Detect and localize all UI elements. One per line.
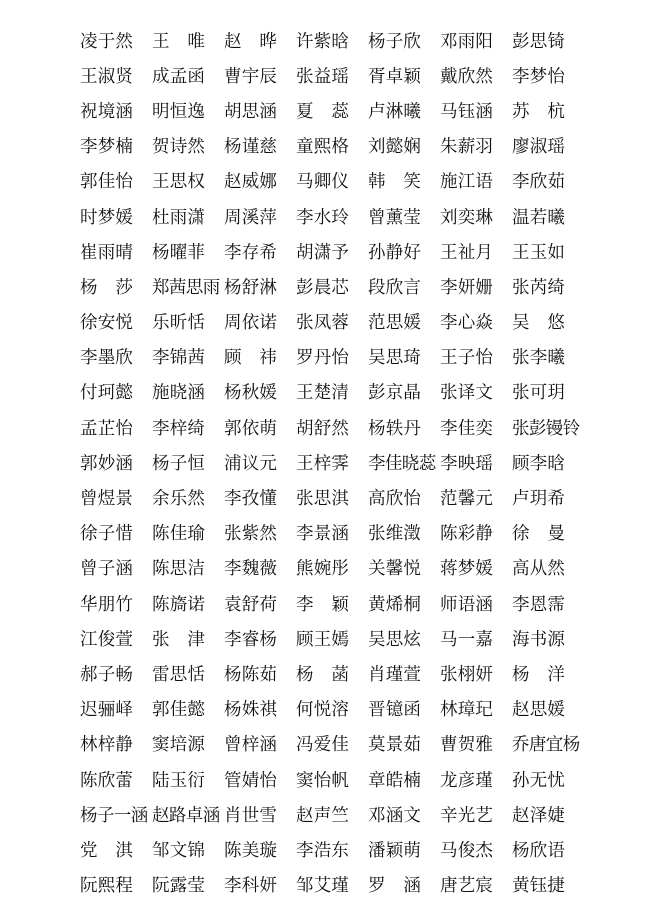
name-entry: 范馨元: [440, 489, 494, 510]
name-entry: 王楚清: [296, 383, 350, 404]
name-row: [80, 833, 590, 868]
name-entry: 李锦茜: [152, 348, 206, 369]
name-entry: 章皓楠: [368, 770, 422, 791]
name-row: [80, 622, 590, 657]
name-entry: 邓涵文: [368, 805, 422, 826]
name-entry: 杨 莎: [80, 277, 134, 298]
name-entry: 王淑贤: [80, 66, 134, 87]
name-entry: 黄钰捷: [512, 876, 566, 897]
name-entry: 张紫然: [224, 524, 278, 545]
name-entry: 郭依萌: [224, 418, 278, 439]
name-row: [80, 235, 590, 270]
name-entry: 徐 曼: [512, 524, 566, 545]
name-entry: 李魏薇: [224, 559, 278, 580]
name-entry: 高欣怡: [368, 489, 422, 510]
name-entry: 范思媛: [368, 313, 422, 334]
name-entry: 孟芷怡: [80, 418, 134, 439]
name-entry: 郭妙涵: [80, 453, 134, 474]
name-entry: 施晓涵: [152, 383, 206, 404]
name-entry: 杨子恒: [152, 453, 206, 474]
name-entry: 赵思媛: [512, 700, 566, 721]
name-entry: 马俊杰: [440, 840, 494, 861]
name-entry: 蒋梦媛: [440, 559, 494, 580]
name-entry: 胡潇予: [296, 242, 350, 263]
name-row: [80, 59, 590, 94]
name-entry: 李梦楠: [80, 137, 134, 158]
name-entry: 苏 杭: [512, 101, 566, 122]
name-entry: 吴 悠: [512, 313, 566, 334]
name-entry: 肖世雪: [224, 805, 278, 826]
name-entry: 成孟函: [152, 66, 206, 87]
name-entry: 杨轶丹: [368, 418, 422, 439]
name-row: [80, 693, 590, 728]
name-entry: 崔雨晴: [80, 242, 134, 263]
name-row: [80, 165, 590, 200]
name-entry: 晋镱函: [368, 700, 422, 721]
name-row: [80, 517, 590, 552]
name-entry: 祝境涵: [80, 101, 134, 122]
name-entry: 邹文锦: [152, 840, 206, 861]
name-entry: 阮熙程: [80, 876, 134, 897]
name-entry: 卢玥希: [512, 489, 566, 510]
name-entry: 黄烯桐: [368, 594, 422, 615]
name-entry: 李映瑶: [440, 453, 494, 474]
name-entry: 赵泽婕: [512, 805, 566, 826]
name-entry: 陆玉衍: [152, 770, 206, 791]
name-entry: 王子怡: [440, 348, 494, 369]
name-entry: 曾薰莹: [368, 207, 422, 228]
name-entry: 邹艾瑾: [296, 876, 350, 897]
name-entry: 李墨欣: [80, 348, 134, 369]
name-entry: 杨 菡: [296, 664, 350, 685]
name-entry: 郭佳怡: [80, 172, 134, 193]
name-entry: 杨 洋: [512, 664, 566, 685]
name-entry: 彭思锜: [512, 31, 566, 52]
name-entry: 明恒逸: [152, 101, 206, 122]
name-entry: 华朋竹: [80, 594, 134, 615]
name-entry: 潘颖萌: [368, 840, 422, 861]
name-entry: 张维澂: [368, 524, 422, 545]
name-entry: 张译文: [440, 383, 494, 404]
name-entry: 张李曦: [512, 348, 566, 369]
name-entry: 杨子一涵: [80, 805, 148, 826]
name-entry: 李 颖: [296, 594, 350, 615]
name-entry: 王玉如: [512, 242, 566, 263]
name-entry: 张栩妍: [440, 664, 494, 685]
name-entry: 李梓绮: [152, 418, 206, 439]
name-entry: 李恩霈: [512, 594, 566, 615]
name-entry: 郑茜思雨: [152, 277, 220, 298]
name-entry: 曹贺雅: [440, 735, 494, 756]
name-entry: 龙彦瑾: [440, 770, 494, 791]
name-row: [80, 411, 590, 446]
name-entry: 陈旖诺: [152, 594, 206, 615]
name-entry: 孙静好: [368, 242, 422, 263]
name-entry: 王梓霁: [296, 453, 350, 474]
name-entry: 张 津: [152, 629, 206, 650]
name-entry: 吴思琦: [368, 348, 422, 369]
name-row: [80, 94, 590, 129]
name-entry: 王思权: [152, 172, 206, 193]
name-entry: 罗 涵: [368, 876, 422, 897]
name-entry: 张思淇: [296, 489, 350, 510]
name-entry: 迟骊峄: [80, 700, 134, 721]
name-entry: 吴思炫: [368, 629, 422, 650]
name-entry: 陈思洁: [152, 559, 206, 580]
name-entry: 杨谨慈: [224, 137, 278, 158]
name-entry: 杨舒淋: [224, 277, 278, 298]
name-entry: 胡舒然: [296, 418, 350, 439]
name-entry: 马钰涵: [440, 101, 494, 122]
name-entry: 马卿仪: [296, 172, 350, 193]
name-row: [80, 587, 590, 622]
name-entry: 李睿杨: [224, 629, 278, 650]
name-entry: 海书源: [512, 629, 566, 650]
name-entry: 肖瑾萱: [368, 664, 422, 685]
name-entry: 杨姝祺: [224, 700, 278, 721]
name-entry: 关馨悦: [368, 559, 422, 580]
name-entry: 高从然: [512, 559, 566, 580]
name-entry: 杨陈茹: [224, 664, 278, 685]
name-entry: 浦议元: [224, 453, 278, 474]
name-entry: 王 唯: [152, 31, 206, 52]
name-entry: 熊婉彤: [296, 559, 350, 580]
name-entry: 乔唐宜杨: [512, 735, 580, 756]
name-entry: 张凤蓉: [296, 313, 350, 334]
name-entry: 刘奕琳: [440, 207, 494, 228]
name-entry: 张芮绮: [512, 277, 566, 298]
name-entry: 冯爱佳: [296, 735, 350, 756]
name-entry: 李孜懂: [224, 489, 278, 510]
name-row: [80, 869, 590, 904]
name-entry: 江俊萱: [80, 629, 134, 650]
name-entry: 戴欣然: [440, 66, 494, 87]
name-entry: 林梓静: [80, 735, 134, 756]
name-entry: 郭佳懿: [152, 700, 206, 721]
name-entry: 何悦溶: [296, 700, 350, 721]
name-entry: 李妍姗: [440, 277, 494, 298]
name-entry: 顾李晗: [512, 453, 566, 474]
name-entry: 徐安悦: [80, 313, 134, 334]
name-entry: 罗丹怡: [296, 348, 350, 369]
name-entry: 李存希: [224, 242, 278, 263]
name-entry: 李心焱: [440, 313, 494, 334]
name-entry: 彭京晶: [368, 383, 422, 404]
name-entry: 赵路卓涵: [152, 805, 220, 826]
name-row: [80, 341, 590, 376]
name-entry: 施江语: [440, 172, 494, 193]
name-row: [80, 130, 590, 165]
name-entry: 李佳晓蕊: [368, 453, 436, 474]
name-entry: 温若曦: [512, 207, 566, 228]
name-entry: 郝子畅: [80, 664, 134, 685]
name-entry: 余乐然: [152, 489, 206, 510]
name-entry: 唐艺宸: [440, 876, 494, 897]
name-entry: 李浩东: [296, 840, 350, 861]
name-entry: 廖淑瑶: [512, 137, 566, 158]
name-row: [80, 270, 590, 305]
name-entry: 段欣言: [368, 277, 422, 298]
name-entry: 袁舒荷: [224, 594, 278, 615]
name-entry: 彭晨芯: [296, 277, 350, 298]
name-row: [80, 798, 590, 833]
name-entry: 卢淋曦: [368, 101, 422, 122]
name-entry: 曾煜景: [80, 489, 134, 510]
name-list: [80, 24, 590, 904]
name-entry: 张可玥: [512, 383, 566, 404]
name-row: [80, 481, 590, 516]
name-row: [80, 552, 590, 587]
name-entry: 刘懿娴: [368, 137, 422, 158]
name-entry: 童熙格: [296, 137, 350, 158]
name-entry: 赵 晔: [224, 31, 278, 52]
name-entry: 韩 笑: [368, 172, 422, 193]
name-entry: 胥卓颖: [368, 66, 422, 87]
name-entry: 李梦怡: [512, 66, 566, 87]
name-entry: 赵声竺: [296, 805, 350, 826]
name-entry: 杨子欣: [368, 31, 422, 52]
name-entry: 顾 祎: [224, 348, 278, 369]
name-entry: 张益瑶: [296, 66, 350, 87]
name-entry: 曾梓涵: [224, 735, 278, 756]
name-entry: 辛光艺: [440, 805, 494, 826]
name-entry: 管婧怡: [224, 770, 278, 791]
name-entry: 李景涵: [296, 524, 350, 545]
name-entry: 周依诺: [224, 313, 278, 334]
name-entry: 马一嘉: [440, 629, 494, 650]
name-entry: 李科妍: [224, 876, 278, 897]
name-entry: 陈欣蕾: [80, 770, 134, 791]
name-entry: 夏 蕊: [296, 101, 350, 122]
name-entry: 贺诗然: [152, 137, 206, 158]
name-entry: 张彭镘铃: [512, 418, 580, 439]
name-entry: 凌于然: [80, 31, 134, 52]
name-row: [80, 446, 590, 481]
name-entry: 李佳奕: [440, 418, 494, 439]
name-entry: 周溪萍: [224, 207, 278, 228]
name-entry: 陈美璇: [224, 840, 278, 861]
name-entry: 曹宇辰: [224, 66, 278, 87]
name-row: [80, 728, 590, 763]
name-entry: 付珂懿: [80, 383, 134, 404]
name-row: [80, 376, 590, 411]
name-entry: 杨欣语: [512, 840, 566, 861]
name-entry: 雷思恬: [152, 664, 206, 685]
name-entry: 陈佳瑜: [152, 524, 206, 545]
name-entry: 朱薪羽: [440, 137, 494, 158]
name-row: [80, 200, 590, 235]
name-entry: 邓雨阳: [440, 31, 494, 52]
name-entry: 曾子涵: [80, 559, 134, 580]
name-entry: 李欣茹: [512, 172, 566, 193]
name-entry: 李水玲: [296, 207, 350, 228]
name-entry: 胡思涵: [224, 101, 278, 122]
name-entry: 林璋玘: [440, 700, 494, 721]
name-entry: 时梦媛: [80, 207, 134, 228]
name-entry: 窦怡帆: [296, 770, 350, 791]
name-entry: 顾王嫣: [296, 629, 350, 650]
name-entry: 杨秋媛: [224, 383, 278, 404]
name-entry: 窦培源: [152, 735, 206, 756]
name-entry: 杨曜菲: [152, 242, 206, 263]
name-row: [80, 763, 590, 798]
name-entry: 乐昕恬: [152, 313, 206, 334]
name-entry: 师语涵: [440, 594, 494, 615]
name-entry: 陈彩静: [440, 524, 494, 545]
name-entry: 党 淇: [80, 840, 134, 861]
name-row: [80, 657, 590, 692]
name-entry: 徐子惜: [80, 524, 134, 545]
name-entry: 莫景茹: [368, 735, 422, 756]
name-row: [80, 24, 590, 59]
name-entry: 阮露莹: [152, 876, 206, 897]
name-entry: 赵威娜: [224, 172, 278, 193]
name-entry: 许紫晗: [296, 31, 350, 52]
name-row: [80, 306, 590, 341]
name-entry: 王祉月: [440, 242, 494, 263]
name-entry: 孙无忧: [512, 770, 566, 791]
name-entry: 杜雨潇: [152, 207, 206, 228]
